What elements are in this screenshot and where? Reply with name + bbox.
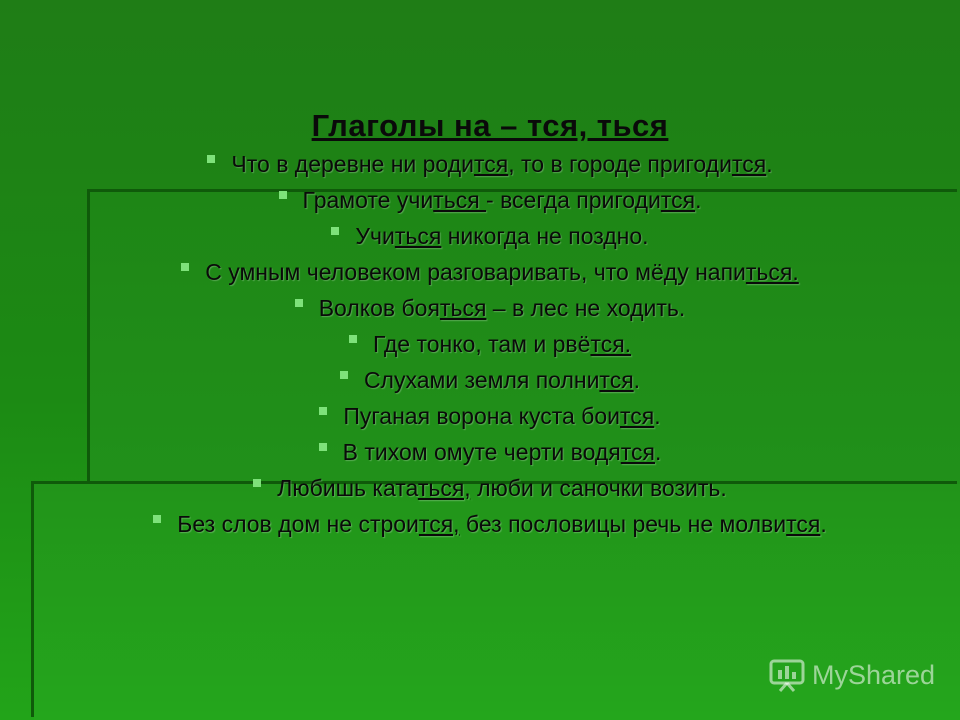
proverb-list xyxy=(140,150,840,538)
verb-ending: ться, xyxy=(417,475,471,501)
bullet-icon xyxy=(181,263,189,271)
verb-ending: тся xyxy=(731,151,767,177)
bullet-icon xyxy=(207,155,215,163)
verb-ending: тся, xyxy=(418,511,460,537)
proverb-text: Любишь ката xyxy=(277,475,418,501)
bullet-icon xyxy=(153,515,161,523)
bullet-icon xyxy=(331,227,339,235)
watermark-logo xyxy=(768,655,935,695)
proverb-item xyxy=(140,150,840,178)
bullet-icon xyxy=(349,335,357,343)
bullet-icon xyxy=(295,299,303,307)
verb-ending: ться xyxy=(439,295,487,321)
proverb-text: Что в деревне ни роди xyxy=(231,151,474,177)
proverb-text: Пуганая ворона куста бои xyxy=(343,403,620,429)
verb-ending: тся xyxy=(599,367,634,393)
verb-ending: тся xyxy=(786,511,821,537)
proverb-item xyxy=(140,474,840,502)
proverb-text: С умным человеком разговаривать, что мёду напи xyxy=(205,259,746,285)
proverb-text: . xyxy=(766,151,773,177)
proverb-item xyxy=(140,402,840,430)
proverb-text: Учи xyxy=(355,223,395,249)
proverb-text: , то в городе пригоди xyxy=(508,151,732,177)
bullet-icon xyxy=(340,371,348,379)
proverb-item xyxy=(140,258,840,286)
proverb-text: Волков боя xyxy=(318,295,440,321)
proverb-text: . xyxy=(695,187,702,213)
proverb-text: Где тонко, там и рвё xyxy=(372,331,591,357)
proverb-item xyxy=(140,222,840,250)
verb-ending: тся. xyxy=(590,331,632,357)
proverb-item xyxy=(140,294,840,322)
bullet-icon xyxy=(253,479,261,487)
bullet-icon xyxy=(279,191,287,199)
proverb-item xyxy=(140,330,840,358)
proverb-text: - всегда пригоди xyxy=(486,187,661,213)
proverb-text: Без слов дом не строи xyxy=(177,511,419,537)
proverb-text: В тихом омуте черти водя xyxy=(342,439,621,465)
proverb-text: . xyxy=(633,367,641,393)
proverb-text: . xyxy=(654,403,661,429)
bullet-icon xyxy=(319,407,327,415)
proverb-text: никогда не поздно. xyxy=(441,223,649,249)
verb-ending: ться xyxy=(394,223,442,249)
proverb-item xyxy=(140,510,840,538)
verb-ending: тся xyxy=(473,151,509,177)
proverb-item xyxy=(140,366,840,394)
verb-ending: тся xyxy=(620,439,655,465)
proverb-text: Слухами земля полни xyxy=(363,367,600,393)
presentation-icon xyxy=(768,657,806,693)
slide-content xyxy=(140,108,840,546)
slide-title: Глаголы на – тся, ться xyxy=(311,108,669,143)
proverb-text: Грамоте учи xyxy=(302,187,434,213)
proverb-text: люби и саночки возить. xyxy=(470,475,727,501)
verb-ending: ться xyxy=(433,187,487,213)
proverb-item xyxy=(140,438,840,466)
proverb-text: . xyxy=(654,439,662,465)
proverb-item xyxy=(140,186,840,214)
verb-ending: тся xyxy=(619,403,655,429)
proverb-text: без пословицы речь не молви xyxy=(459,511,787,537)
verb-ending: тся xyxy=(660,187,696,213)
proverb-text: . xyxy=(820,511,827,537)
watermark-text: MyShared xyxy=(812,659,936,690)
proverb-text: – в лес не ходить. xyxy=(486,295,686,321)
bullet-icon xyxy=(319,443,327,451)
verb-ending: ться. xyxy=(745,259,799,285)
